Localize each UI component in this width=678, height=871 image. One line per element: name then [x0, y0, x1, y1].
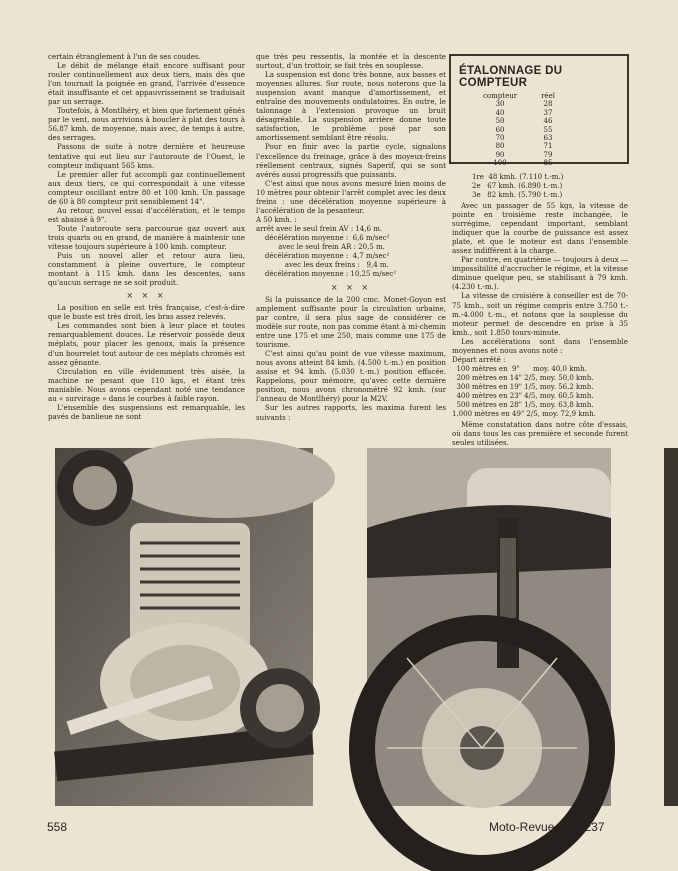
table-row	[473, 117, 569, 125]
table-row	[473, 151, 569, 159]
paragraph: Par contre, en quatrième — toujours à deux — impossibilité d'accrocher le régime, et la vitesse diminue quelque peu, se stabilisant à 79 kmh. (4.230 t.-m.).	[452, 255, 628, 292]
paragraph: Si la puissance de la 200 cmc. Monet-Goyon est amplement suffisante pour la circulation urbaine, par contre, il sera plus sage de considérer ce modèle sur route, non pas comme étant à mi-chemin entre une 175 et une 250, mais comme une 175 de tourisme.	[256, 294, 446, 350]
cell: 55	[543, 125, 553, 134]
table-row	[473, 109, 569, 117]
cell: 79	[543, 150, 553, 159]
paragraph: Circulation en ville évidemment très aisée, la machine ne pesant que 110 kgs, et étant très maniable. Nous avons cependant noté une tendance au « survirage » dans le courbes à faible rayon.	[48, 366, 245, 403]
paragraph: Toutefois, à Montlhéry, et bien que fortement gênés par le vent, nous arrivions à boucler à plat des tours à 56,87 kmh. de moyenne, mais avec, de temps à autre, des serrages.	[48, 106, 245, 143]
paragraph: Puis un nouvel aller et retour aura lieu, constamment à pleine ouverture, le compteur montant à 115 kmh. dans les descentes, sans qu'aucun serrage ne se soit produit.	[48, 251, 245, 288]
front-wheel-photo-illustration	[367, 448, 611, 806]
section-separator: × × ×	[330, 282, 372, 292]
cell: 70	[495, 134, 505, 143]
acceleration-data	[452, 356, 628, 419]
paragraph: Pour en finir avec la partie cycle, signalons l'excellence du freinage, grâce à des moyeux-freins réellement centraux, signés Saperif, qui se sont avérés aussi progressifs que puissants.	[256, 142, 446, 179]
cell: 90	[495, 150, 505, 159]
page-number: 558	[47, 820, 68, 834]
column-header: compteur	[483, 92, 518, 100]
paragraph: Sur les autres rapports, les maxima furent les suivants :	[256, 403, 446, 422]
paragraph: C'est ainsi qu'au point de vue vitesse maximum, nous avons atteint 84 kmh. (4.500 t.-m.) en position assise et 94 kmh. (5.030 t.-m.) position effacée. Rappelons, pour mémoire, qu'avec cette dernière position, nous avons chronométré 92 kmh. (sur l'anneau de Montlhéry) pour la M2V.	[256, 349, 446, 404]
paragraph: Les accélérations sont dans l'ensemble moyennes et nous avons noté :	[452, 336, 628, 355]
table-header-row	[473, 92, 569, 100]
gear-line: 3e 82 kmh. (5.790 t.-m.)	[472, 191, 563, 199]
cell: 60	[495, 125, 505, 134]
engine-photo	[55, 448, 313, 806]
acceleration-line: 500 mètres en 28" 1/5, moy. 63,8 kmh.	[452, 400, 594, 409]
braking-line: décélération moyenne : 4,7 m/sec²	[256, 251, 390, 260]
table-row	[473, 134, 569, 142]
paragraph: Même constatation dans notre côte d'essais, où dans tous les cas première et seconde furent seules utilisées.	[452, 419, 628, 447]
paragraph: Passons de suite à notre dernière et heureuse tentative qui eut lieu sur l'autoroute de l'Ouest, le compteur indiquant 565 kms.	[48, 142, 245, 170]
cell: 85	[543, 159, 553, 168]
braking-line: avec les deux freins : 9,4 m.	[256, 260, 389, 269]
paragraph: Au retour, nouvel essai d'accélération, et le temps est abaissé à 9".	[48, 205, 245, 224]
paragraph: Le débit de mélange était encore suffisant pour rouler continuellement aux deux tiers, mais dès que l'on tournait la poignée en grand, l'arrivée d'essence était insuffisante et cet appauvrissement se traduisait par un serrage.	[48, 61, 245, 107]
paragraph: certain étranglement à l'un de ses coudes.	[48, 52, 201, 61]
table-row	[473, 142, 569, 150]
gear-maxima	[472, 173, 628, 200]
paragraph: que très peu ressentis, la montée et la descente surtout, d'un trottoir, se fait très en souplesse.	[256, 52, 446, 71]
braking-line: décélération moyenne : 6,6 m/sec²	[256, 233, 390, 242]
paragraph: Les commandes sont bien à leur place et toutes remarquablement douces. Le réservoir possède deux méplats, pour placer les genoux, mais la présence d'un bourrelet tout autour de ces méplats chromés est assez gênante.	[48, 321, 245, 367]
cell: 37	[543, 108, 553, 117]
gear-line: 1re 48 kmh. (7.110 t.-m.)	[472, 173, 564, 181]
acceleration-line: 1.000 mètres en 49" 2/5, moy. 72,9 kmh.	[452, 409, 596, 418]
cell: 50	[495, 117, 505, 126]
article-column-3	[452, 172, 628, 447]
cell: 100	[493, 159, 507, 168]
calibration-table	[473, 92, 569, 168]
table-row	[473, 159, 569, 167]
acceleration-title: Départ arrêté :	[452, 355, 506, 364]
paragraph: Le premier aller fut accompli gaz continuellement aux deux tiers, ce qui correspondait à une vitesse compteur oscillant entre 80 et 100 kmh. Un passage de 60 à 80 compteur prit sensiblement 14".	[48, 169, 245, 206]
article-column-2	[256, 52, 446, 434]
paragraph: Avec un passager de 55 kgs, la vitesse de pointe en troisième reste inchangée, le surrégime, cependant important, semblant indiquer que la courbe de puissance est assez plate, et que le moteur est dans l'ensemble assez indifférent à la charge.	[452, 201, 628, 256]
braking-line: arrêt avec le seul frein AV : 14,6 m.	[256, 224, 383, 233]
paragraph: L'ensemble des suspensions est remarquable, les pavés de banlieue ne sont	[48, 402, 245, 421]
article-column-1	[48, 52, 245, 434]
cell: 80	[495, 142, 505, 151]
cell: 71	[543, 142, 553, 151]
table-row	[473, 100, 569, 108]
acceleration-line: 100 mètres en 9" moy. 40,0 kmh.	[452, 364, 587, 373]
calibration-title: ÉTALONNAGE DU COMPTEUR	[459, 65, 563, 89]
paragraph: C'est ainsi que nous avons mesuré bien moins de 10 mètres pour obtenir l'arrêt complet avec les deux freins : une décélération moyenne supérieure à l'accélération de la pesanteur.	[256, 178, 446, 215]
magazine-footer: Moto-Revue N° 1.237	[489, 820, 605, 834]
edge-photo	[664, 448, 678, 806]
paragraph: La position en selle est très française, c'est-à-dire que le buste est très droit, les bras assez relevés.	[48, 303, 245, 322]
braking-line: avec le seul frein AR : 20,5 m.	[256, 242, 385, 251]
cell: 40	[495, 108, 505, 117]
paragraph: Toute l'autoroute sera parcourue gaz ouvert aux trois quarts ou en grand, de manière à maintenir une vitesse toujours supérieure à 100 kmh. compteur.	[48, 223, 245, 251]
acceleration-line: 300 mètres en 19" 1/5, moy. 56,2 kmh.	[452, 382, 594, 391]
table-row	[473, 126, 569, 134]
braking-data	[256, 216, 446, 279]
braking-line: décélération moyenne : 10,25 m/sec²	[256, 269, 397, 278]
cell: 63	[543, 134, 553, 143]
braking-title: A 50 kmh. :	[256, 215, 297, 224]
acceleration-line: 200 mètres en 14" 2/5, moy. 50,0 kmh.	[452, 373, 594, 382]
cell: 30	[495, 100, 505, 109]
gear-line: 2e 67 kmh. (6.890 t.-m.)	[472, 182, 563, 190]
speedometer-calibration-box	[449, 54, 629, 168]
cell: 46	[543, 117, 553, 126]
engine-photo-illustration	[55, 448, 313, 806]
paragraph: La vitesse de croisière à conseiller est de 70-75 kmh., soit un régime compris entre 3.750 t.-m.-4.000 t.-m., et notons que la souplesse du moteur permet de descendre en prise à 35 kmh., soit 1.850 tours-minute.	[452, 291, 628, 337]
paragraph: La suspension est donc très bonne, aux basses et moyennes allures. Sur route, nous noterons que la suspension avant manque d'amortissement, et entraîne des mouvements ondulatoires. En outre, le talonnage à l'extension provoque un bruit désagréable. La suspension arrière donne toute satisfaction, le problème posé par son amortissement semblant être résolu.	[256, 70, 446, 143]
section-separator: × × ×	[126, 291, 167, 301]
front-wheel-photo	[367, 448, 611, 806]
acceleration-line: 400 mètres en 23" 4/5, moy. 60,5 kmh.	[452, 391, 594, 400]
column-header: réel	[541, 92, 555, 100]
cell: 28	[543, 100, 553, 109]
